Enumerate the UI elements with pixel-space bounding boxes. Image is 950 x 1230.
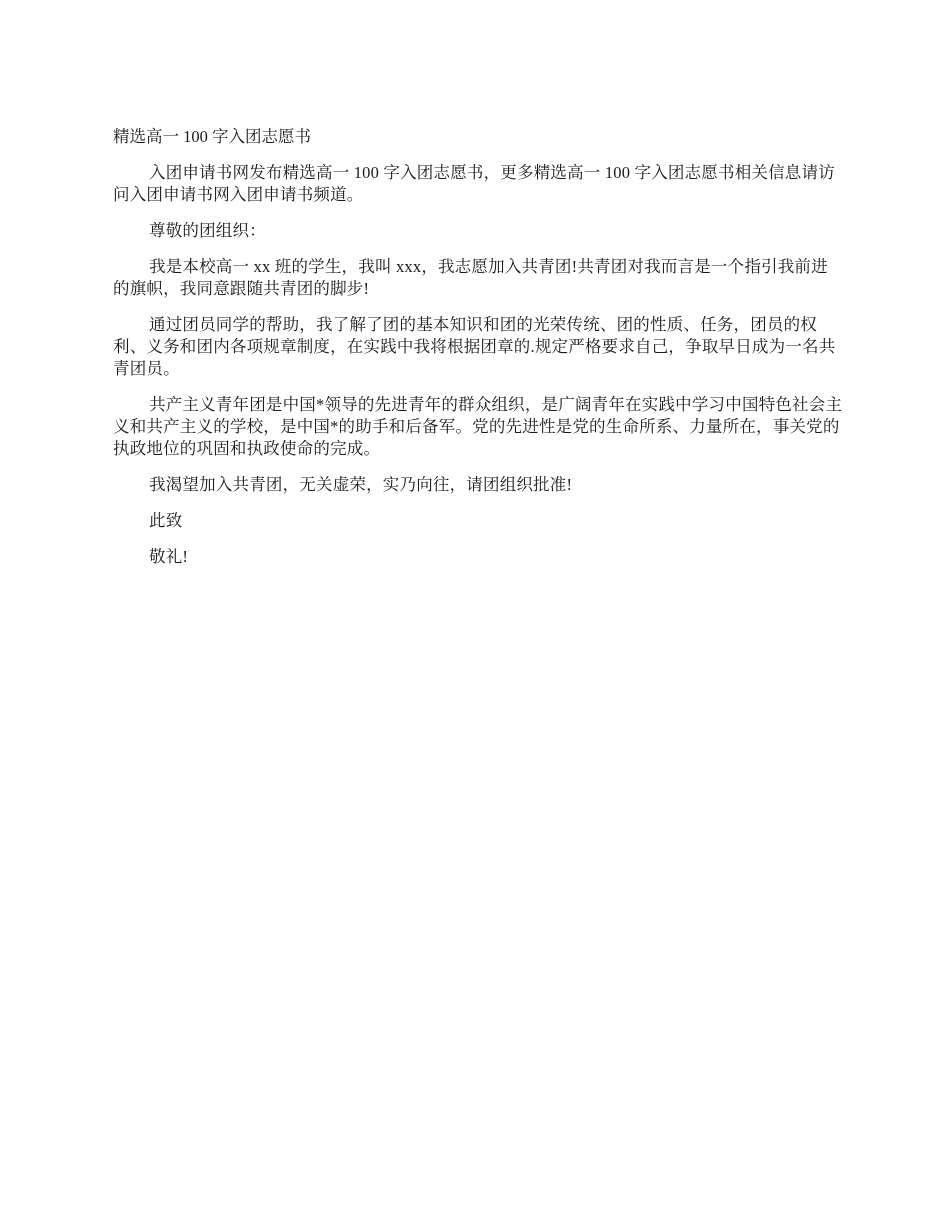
- paragraph-self-intro: 我是本校高一 xx 班的学生，我叫 xxx，我志愿加入共青团!共青团对我而言是一个指引我前进的旗帜，我同意跟随共青团的脚步!: [113, 257, 828, 298]
- paragraph-league-description: 共产主义青年团是中国*领导的先进青年的群众组织，是广阔青年在实践中学习中国特色社会主义和共产主义的学校，是中国*的助手和后备军。党的先进性是党的生命所系、力量所在，事关党的执政地位的巩固和执政使命的完成。: [113, 395, 843, 458]
- document-title: 精选高一 100 字入团志愿书: [113, 127, 311, 146]
- paragraph-salutation: 尊敬的团组织：: [149, 221, 266, 240]
- paragraph-request: 我渴望加入共青团，无关虚荣，实乃向往，请团组织批准!: [149, 475, 573, 494]
- document-page: [113, 126, 843, 582]
- paragraph-closing-1: 此致: [149, 511, 183, 530]
- paragraph-learning: 通过团员同学的帮助，我了解了团的基本知识和团的光荣传统、团的性质、任务，团员的权利、义务和团内各项规章制度，在实践中我将根据团章的.规定严格要求自己，争取早日成为一名共青团员。: [113, 315, 836, 378]
- paragraph-closing-2: 敬礼!: [149, 547, 189, 566]
- paragraph-intro: 入团申请书网发布精选高一 100 字入团志愿书，更多精选高一 100 字入团志愿书相关信息请访问入团申请书网入团申请书频道。: [113, 163, 835, 204]
